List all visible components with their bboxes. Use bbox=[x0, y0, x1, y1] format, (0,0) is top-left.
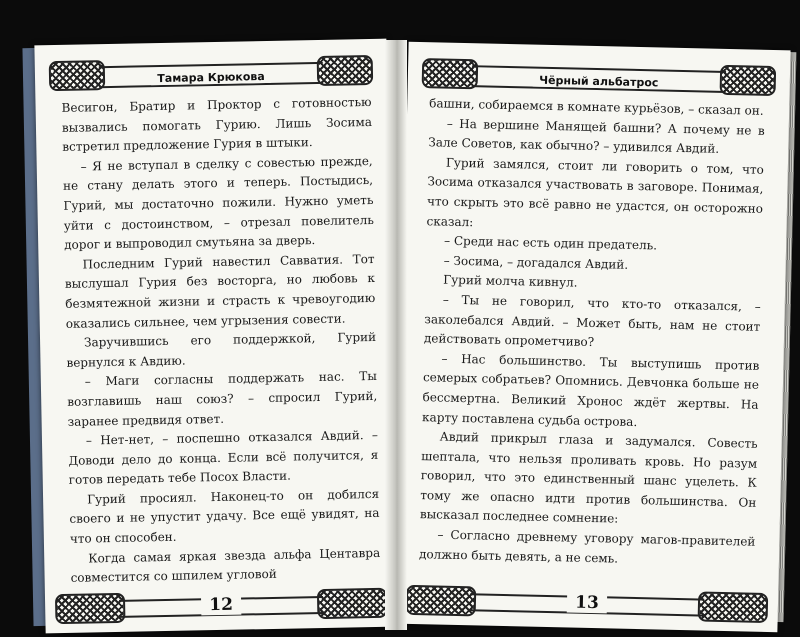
header-rule bbox=[99, 62, 323, 88]
paragraph: башни, собираемся в комнате курьёзов, – сказал он. bbox=[429, 96, 764, 118]
paragraph: Гурий замялся, стоит ли говорить о том, что Зосима отказался участвовать в заговоре. Понимая, что скрыть это всё равно не удастся, он осторожно сказал: bbox=[426, 155, 765, 229]
ornament-icon bbox=[720, 65, 777, 96]
book-gutter bbox=[385, 40, 407, 630]
right-page-footer bbox=[406, 584, 769, 624]
paragraph: – Зосима, – догадался Авдий. bbox=[443, 253, 629, 272]
ornament-icon bbox=[317, 588, 388, 619]
right-page-header bbox=[422, 58, 777, 96]
paragraph: Гурий молча кивнул. bbox=[443, 272, 578, 290]
paragraph: – На вершине Манящей башни? А почему не в Зале Советов, как обычно? – удивился Авдий. bbox=[428, 116, 765, 156]
paragraph: Когда самая яркая звезда альфа Центавра совместится со шпилем угловой bbox=[70, 545, 381, 586]
paragraph: Заручившись его поддержкой, Гурий вернулся к Авдию. bbox=[66, 330, 377, 370]
right-page-text bbox=[419, 94, 766, 572]
paragraph: – Нет-нет, – поспешно отказался Авдий. – Доводи дело до конца. Если всё получится, я готов передать тебе Посох Власти. bbox=[68, 428, 379, 488]
ornament-icon bbox=[698, 591, 769, 623]
paragraph: – Маги согласны поддержать нас. Ты возглавишь наш союз? – спросил Гурий, заранее предвидя ответ. bbox=[67, 369, 378, 429]
paragraph: Последним Гурий навестил Савватия. Тот выслушал Гурия без восторга, но любовь к безмятежной жизни и страсть к чревоугодию оказались сильнее, чем угрызения совести. bbox=[64, 251, 376, 331]
ornament-icon bbox=[317, 55, 374, 86]
left-page bbox=[34, 39, 397, 634]
paragraph: Авдий прикрыл глаза и задумался. Совесть шептала, что нельзя проливать кровь. Но разум говорил, что это единственный шанс уцелеть. К тому же опасно идти против большинства. Он высказал последнее сомнение: bbox=[419, 429, 758, 527]
paragraph: – Я не вступал в сделку с совестью прежде, не стану делать этого и теперь. Постыдись, Гурий, мы достаточно пожили. Нужно уметь уйти с достоинством, – отрезал повелитель дорог и выпроводил смутьяна за дверь. bbox=[62, 153, 374, 253]
book-title: Чёрный альбатрос bbox=[533, 74, 664, 90]
paragraph: – Ты не говорил, что кто-то отказался, – заколебался Авдий. – Может быть, нам не стоит действовать опрометчиво? bbox=[423, 292, 761, 350]
page-number: 13 bbox=[567, 592, 607, 613]
author-name: Тамара Крюкова bbox=[151, 70, 271, 85]
left-page-text bbox=[61, 93, 380, 589]
paragraph: Весигон, Братир и Проктор с готовностью вызвались помогать Гурию. Лишь Зосима встретил предложение Гурия в штыки. bbox=[61, 94, 373, 155]
ornament-icon bbox=[422, 58, 479, 89]
header-rule bbox=[472, 65, 726, 93]
paragraph: – Нас большинство. Ты выступишь против семерых собратьев? Опомнись. Девчонка больше не бессмертна. Великий Хронос ждёт жертвы. На карту поставлена судьба острова. bbox=[421, 351, 760, 429]
right-page bbox=[395, 42, 790, 633]
paragraph: – Среди нас есть один предатель. bbox=[443, 233, 658, 253]
left-page-header bbox=[49, 55, 374, 91]
paragraph: – Согласно древнему уговору магов-правителей должно быть девять, а не семь. bbox=[418, 527, 756, 566]
paragraph: Гурий просиял. Наконец-то он добился своего и не упустит удачу. Все ещё увидят, на что он способен. bbox=[69, 486, 380, 546]
page-number: 12 bbox=[201, 595, 241, 616]
left-page-footer bbox=[55, 587, 388, 625]
ornament-icon bbox=[49, 60, 106, 91]
